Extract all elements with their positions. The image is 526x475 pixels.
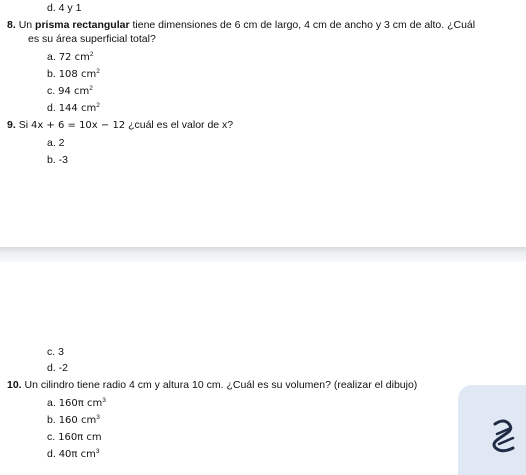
q8-text-bold: prisma rectangular — [35, 19, 130, 31]
pencil-icon[interactable] — [491, 418, 517, 458]
option-exponent: 2 — [89, 51, 94, 58]
option-value: 160π cm — [58, 398, 103, 409]
option-exponent: 2 — [89, 85, 93, 92]
q10-question — [7, 379, 417, 391]
option-letter: b. — [47, 414, 56, 426]
q9-question — [7, 119, 233, 132]
q9-text-pre: Si — [18, 119, 31, 131]
option-value: 144 cm — [58, 103, 97, 114]
q10-option-a — [47, 397, 106, 410]
option-letter: c. — [47, 431, 56, 443]
q8-option-c — [47, 85, 93, 98]
q9-text-post: ¿cuál es el valor de x? — [125, 119, 234, 131]
option-exponent: 2 — [96, 68, 100, 75]
page-bottom — [0, 262, 526, 463]
option-letter: b. — [47, 68, 56, 80]
option-exponent: 3 — [96, 414, 100, 421]
q10-number: 10. — [7, 379, 22, 391]
option-exponent: 3 — [95, 448, 100, 455]
option-value: 160π cm — [58, 432, 102, 443]
option-letter: a. — [47, 51, 56, 63]
q9-option-b: b. -3 — [47, 154, 69, 166]
option-value: 160 cm — [58, 415, 97, 426]
q8-text-a: Un — [18, 19, 36, 31]
q8-question-cont: es su área superficial total? — [28, 33, 156, 45]
option-exponent: 2 — [96, 102, 100, 109]
option-letter: a. — [47, 397, 56, 409]
q10-option-b — [47, 414, 100, 427]
option-letter: c. — [47, 85, 56, 97]
q8-option-b — [47, 68, 100, 81]
q9-option-d: d. -2 — [47, 362, 69, 374]
q9-number: 9. — [7, 119, 16, 131]
q7-option-d: d. 4 y 1 — [47, 2, 82, 14]
q10-option-d — [47, 448, 99, 461]
q9-option-a: a. 2 — [47, 137, 65, 149]
option-value: 72 cm — [58, 52, 90, 63]
q8-option-a — [47, 51, 93, 64]
q9-equation: 4x + 6 = 10x − 12 — [30, 120, 126, 131]
option-value: 40π cm — [58, 449, 96, 460]
q8-number: 8. — [7, 19, 16, 31]
q10-text: Un cilindro tiene radio 4 cm y altura 10 cm. ¿Cuál es su volumen? (realizar el dibujo) — [24, 379, 418, 391]
option-letter: d. — [47, 448, 56, 460]
option-value: 108 cm — [58, 69, 97, 80]
option-value: 94 cm — [58, 86, 90, 97]
option-letter: d. — [47, 102, 56, 114]
q10-option-c — [47, 431, 102, 444]
page-separator — [0, 247, 526, 262]
option-exponent: 3 — [102, 397, 106, 404]
q9-option-c: c. 3 — [47, 346, 64, 358]
q8-option-d — [47, 102, 100, 115]
q8-text-b: tiene dimensiones de 6 cm de largo, 4 cm de ancho y 3 cm de alto. ¿Cuál — [129, 19, 476, 31]
q8-question — [7, 19, 475, 31]
